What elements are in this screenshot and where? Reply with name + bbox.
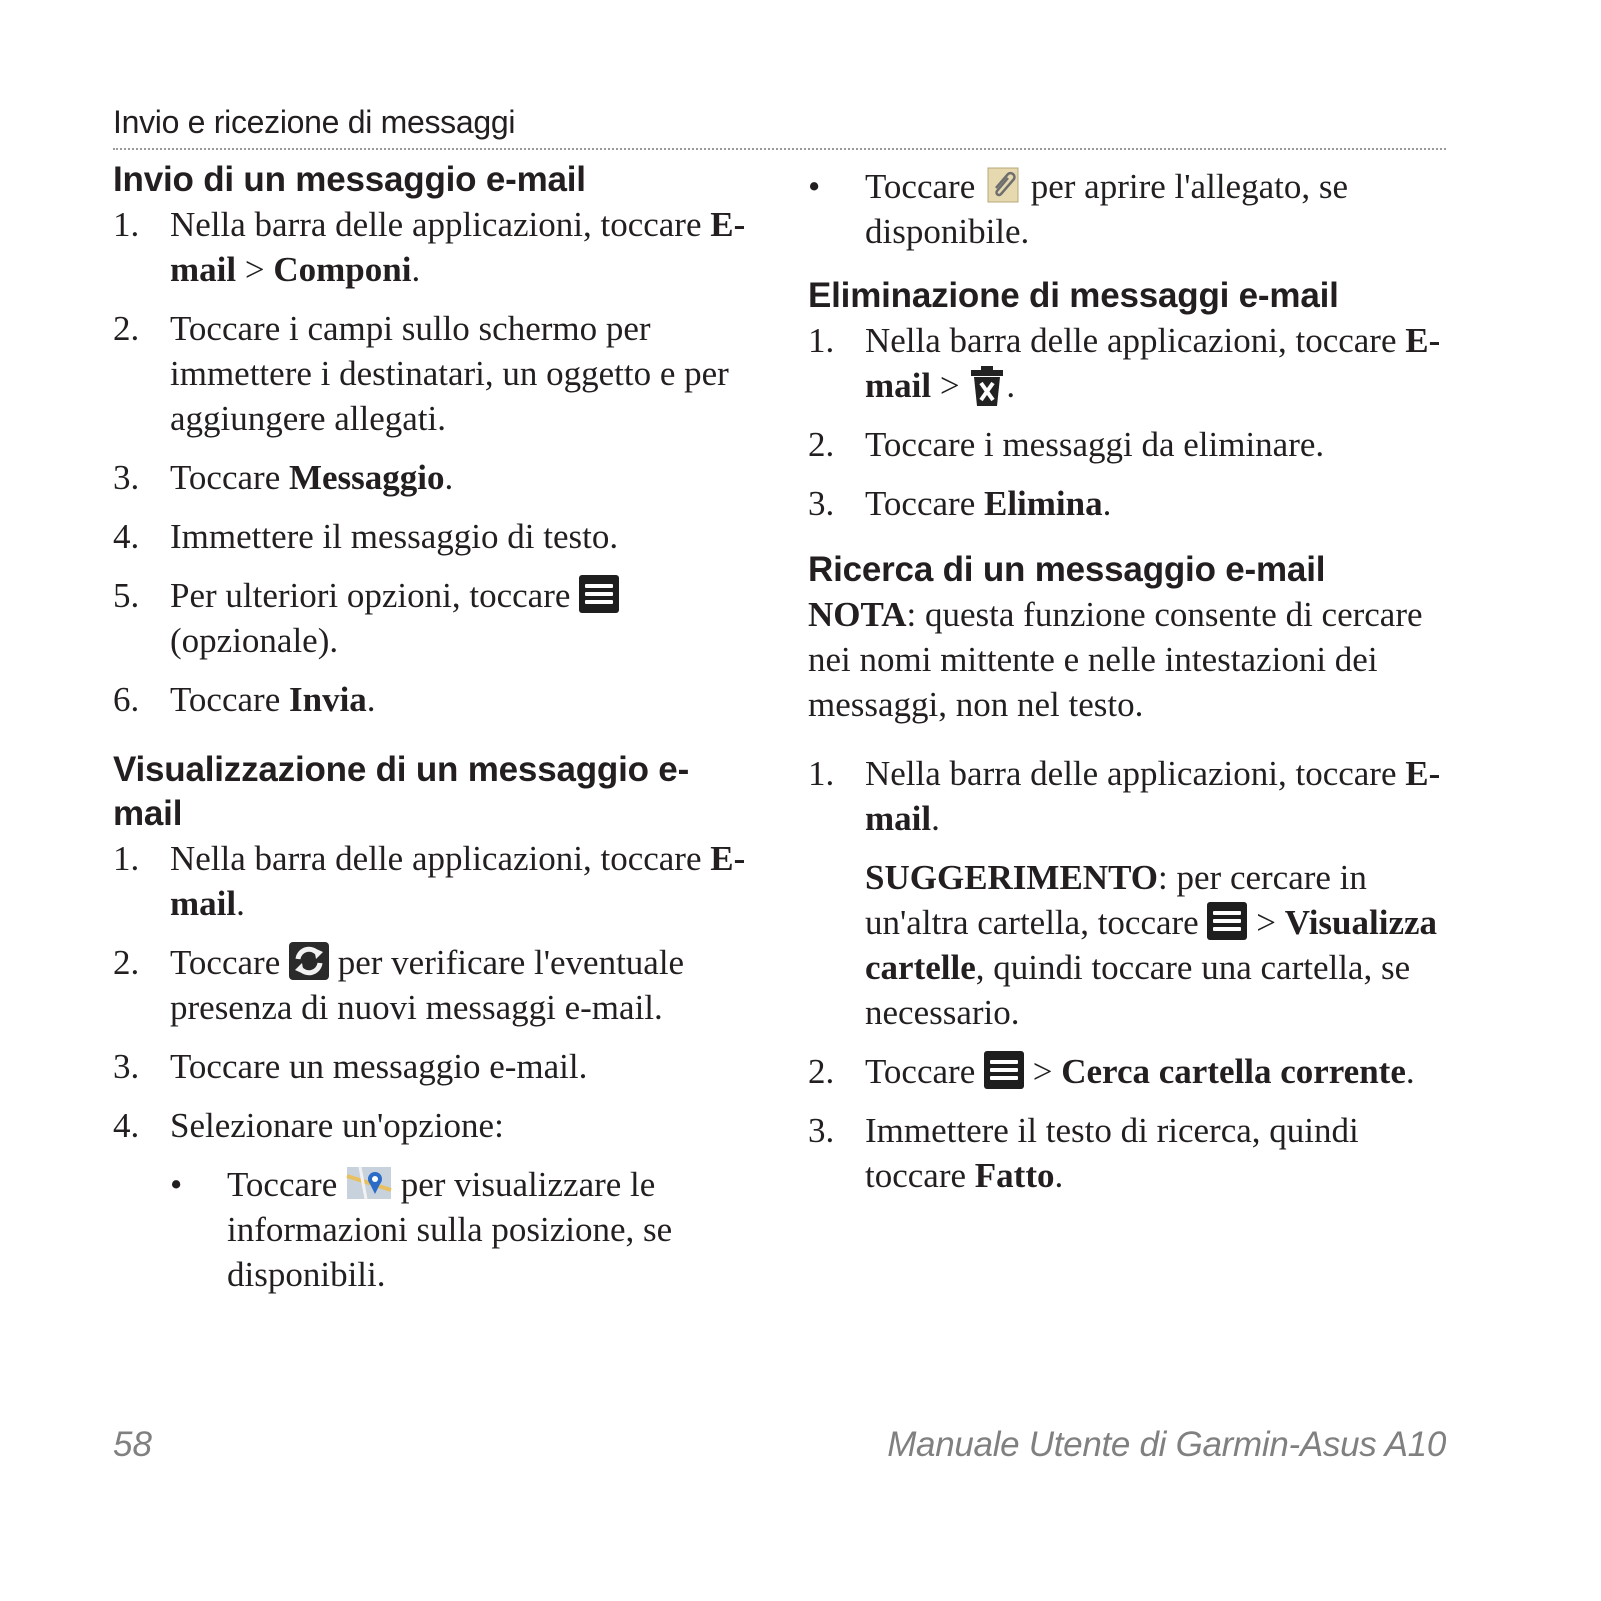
list-item: 5. Per ulteriori opzioni, toccare (opzionale). <box>113 573 753 663</box>
list-item: • Toccare per visualizzare le informazioni sulla posizione, se disponibili. <box>170 1165 673 1294</box>
manual-title: Manuale Utente di Garmin-Asus A10 <box>887 1425 1446 1464</box>
list-item: 1. Nella barra delle applicazioni, toccare E-mail. <box>113 839 746 923</box>
section-title-delete: Eliminazione di messaggi e-mail <box>808 276 1339 315</box>
list-item: 4. Selezionare un'opzione: • Toccare per visualizzare le informazioni sulla posizione, se disponibili. <box>113 1103 753 1297</box>
section-title-send: Invio di un messaggio e-mail <box>113 160 586 199</box>
refresh-icon <box>289 942 329 980</box>
list-item: 2. Toccare i messaggi da eliminare. <box>808 425 1325 464</box>
paperclip-icon <box>984 164 1022 204</box>
tip-paragraph: SUGGERIMENTO: per cercare in un'altra cartella, toccare > Visualizza cartelle, quindi toccare una cartella, se necessario. <box>865 858 1438 1032</box>
running-header: Invio e ricezione di messaggi <box>113 104 516 140</box>
delete-steps <box>808 318 1448 526</box>
list-item: 3. Toccare Elimina. <box>808 484 1112 523</box>
view-steps <box>113 836 753 1297</box>
options-list-continued <box>808 164 1448 254</box>
list-item: • Toccare per aprire l'allegato, se disponibile. <box>808 164 1448 254</box>
right-column <box>808 158 1448 1212</box>
trash-icon <box>968 365 1006 407</box>
list-item: 2. Toccare per verificare l'eventuale presenza di nuovi messaggi e-mail. <box>113 943 685 1027</box>
list-item: 6. Toccare Invia. <box>113 680 376 719</box>
menu-icon <box>579 575 619 613</box>
note-paragraph: NOTA: questa funzione consente di cercare nei nomi mittente e nelle intestazioni dei messaggi, non nel testo. <box>808 595 1423 724</box>
section-title-view: Visualizzazione di un messaggio e-mail <box>113 750 690 833</box>
list-item: 1. Nella barra delle applicazioni, toccare E-mail > . <box>808 321 1441 405</box>
list-item: 2. Toccare i campi sullo schermo per immettere i destinatari, un oggetto e per aggiungere allegati. <box>113 309 729 438</box>
list-item: 3. Toccare Messaggio. <box>113 458 454 497</box>
map-icon <box>346 1164 392 1202</box>
header-rule <box>113 148 1446 150</box>
list-item: 2. Toccare > Cerca cartella corrente. <box>808 1052 1415 1091</box>
list-item: 1. Nella barra delle applicazioni, toccare E-mail > Componi. <box>113 205 746 289</box>
list-item: 3. Immettere il testo di ricerca, quindi toccare Fatto. <box>808 1111 1359 1195</box>
left-column <box>113 158 753 1311</box>
options-list <box>170 1162 753 1297</box>
list-item: 1. Nella barra delle applicazioni, toccare E-mail. SUGGERIMENTO: per cercare in un'altra cartella, toccare > Visualizza cartelle, quindi toccare una cartella, se necessario. <box>808 751 1448 1035</box>
list-item: 3. Toccare un messaggio e-mail. <box>113 1047 588 1086</box>
section-title-search: Ricerca di un messaggio e-mail <box>808 550 1326 589</box>
page-number: 58 <box>113 1425 152 1464</box>
list-item: 4. Immettere il messaggio di testo. <box>113 517 619 556</box>
send-steps <box>113 202 753 722</box>
menu-icon <box>984 1051 1024 1089</box>
search-steps <box>808 751 1448 1198</box>
menu-icon <box>1207 902 1247 940</box>
